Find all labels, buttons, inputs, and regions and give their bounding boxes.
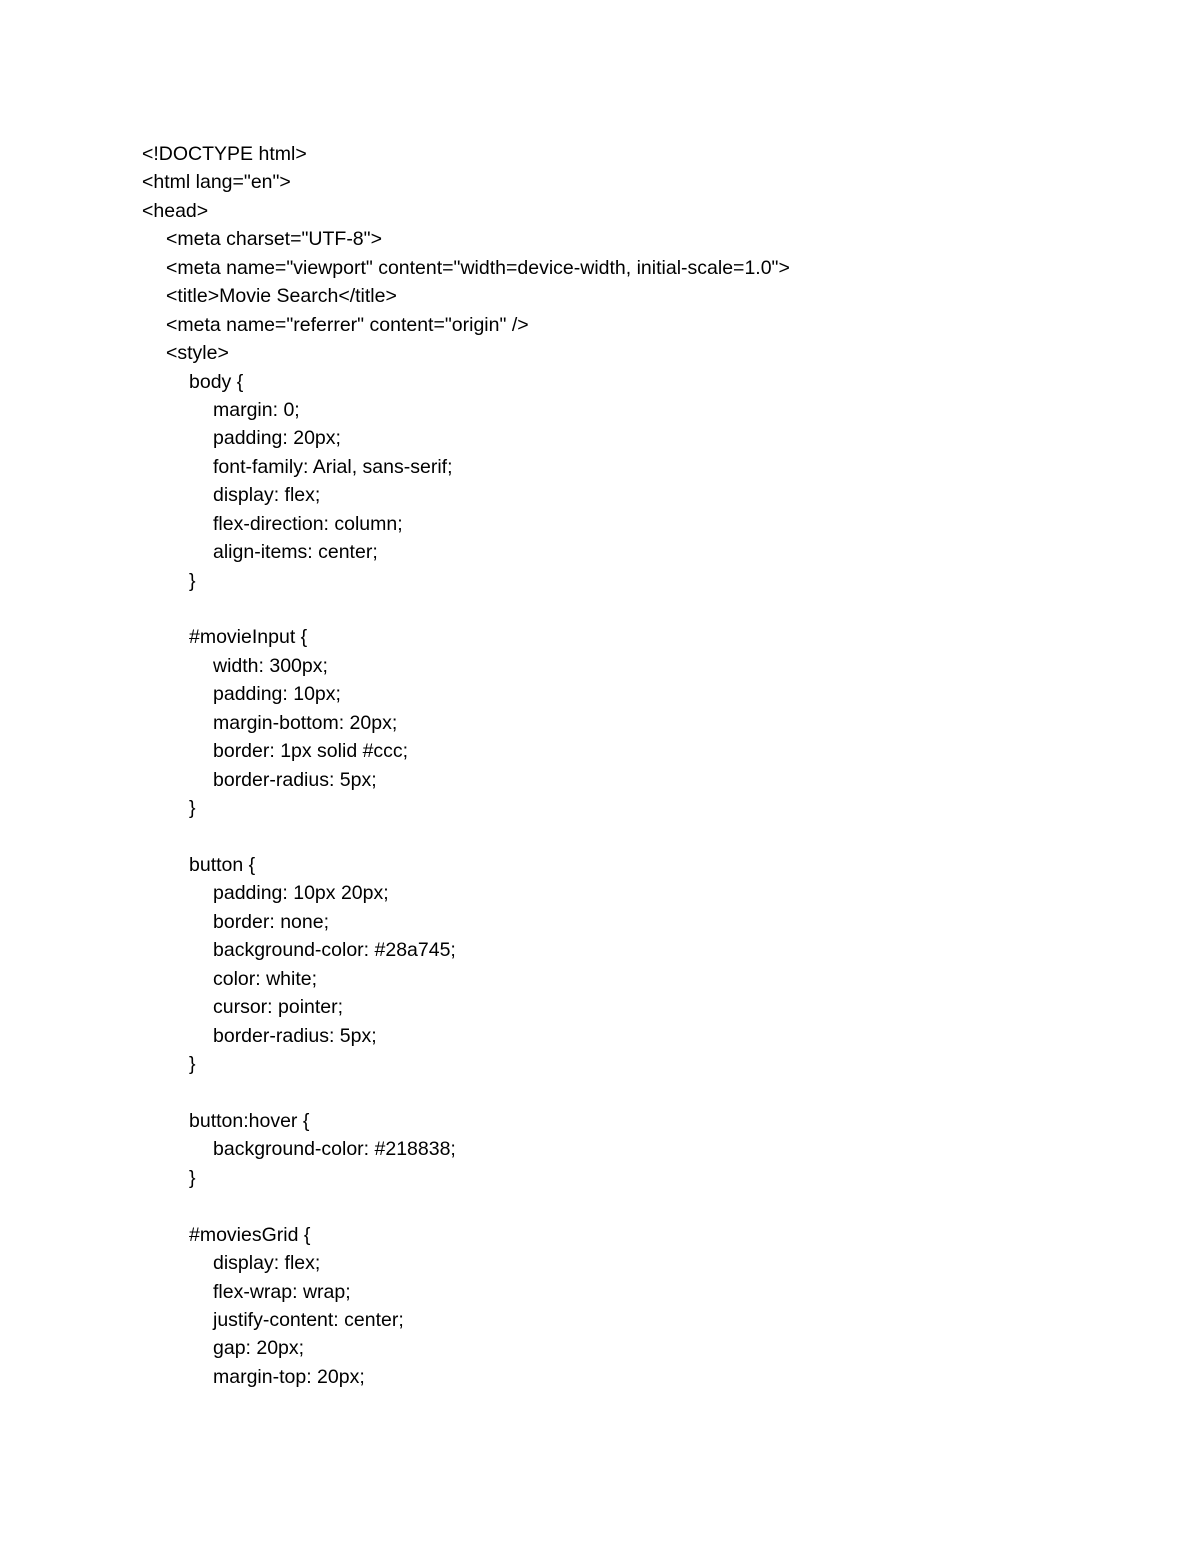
code-line: #moviesGrid { xyxy=(189,1223,311,1246)
code-line: border-radius: 5px; xyxy=(213,768,377,791)
code-line: border: none; xyxy=(213,910,330,933)
code-line: <head> xyxy=(142,199,209,222)
code-line: padding: 20px; xyxy=(213,427,341,450)
code-line: body { xyxy=(189,370,244,393)
code-line: border: 1px solid #ccc; xyxy=(213,740,409,763)
code-line: background-color: #218838; xyxy=(213,1138,456,1161)
blank-line xyxy=(142,1192,1142,1220)
code-line: <!DOCTYPE html> xyxy=(142,143,307,165)
code-line: <meta name="referrer" content="origin" /> xyxy=(166,313,529,336)
code-line: background-color: #28a745; xyxy=(213,939,456,962)
code-line: flex-direction: column; xyxy=(213,512,403,535)
code-line: border-radius: 5px; xyxy=(213,1024,377,1047)
blank-line xyxy=(142,595,1142,623)
code-line: color: white; xyxy=(213,967,318,990)
code-line: flex-wrap: wrap; xyxy=(213,1280,351,1303)
code-line: padding: 10px; xyxy=(213,683,341,706)
blank-line xyxy=(142,823,1142,851)
code-line: button { xyxy=(189,853,256,876)
code-line: display: flex; xyxy=(213,484,321,507)
code-line: margin: 0; xyxy=(213,398,300,421)
code-listing xyxy=(142,140,1142,1391)
code-line: margin-bottom: 20px; xyxy=(213,711,398,734)
code-line: } xyxy=(189,797,196,820)
code-line: <meta name="viewport" content="width=device-width, initial-scale=1.0"> xyxy=(166,256,790,279)
code-line: <style> xyxy=(166,342,229,365)
code-line: cursor: pointer; xyxy=(213,996,344,1019)
code-line: } xyxy=(189,1166,196,1189)
code-line: #movieInput { xyxy=(189,626,308,649)
code-line: font-family: Arial, sans-serif; xyxy=(213,455,453,478)
code-line: } xyxy=(189,569,196,592)
code-line: width: 300px; xyxy=(213,654,328,677)
code-line: margin-top: 20px; xyxy=(213,1365,365,1388)
code-line: padding: 10px 20px; xyxy=(213,882,389,905)
code-line: <title>Movie Search</title> xyxy=(166,285,397,308)
code-line: justify-content: center; xyxy=(213,1308,404,1331)
code-line: <html lang="en"> xyxy=(142,171,291,194)
code-line: align-items: center; xyxy=(213,541,378,564)
code-line: button:hover { xyxy=(189,1109,310,1132)
blank-line xyxy=(142,1078,1142,1106)
code-line: } xyxy=(189,1053,196,1075)
code-line: display: flex; xyxy=(213,1252,321,1275)
code-line: <meta charset="UTF-8"> xyxy=(166,228,382,251)
code-line: gap: 20px; xyxy=(213,1337,305,1360)
